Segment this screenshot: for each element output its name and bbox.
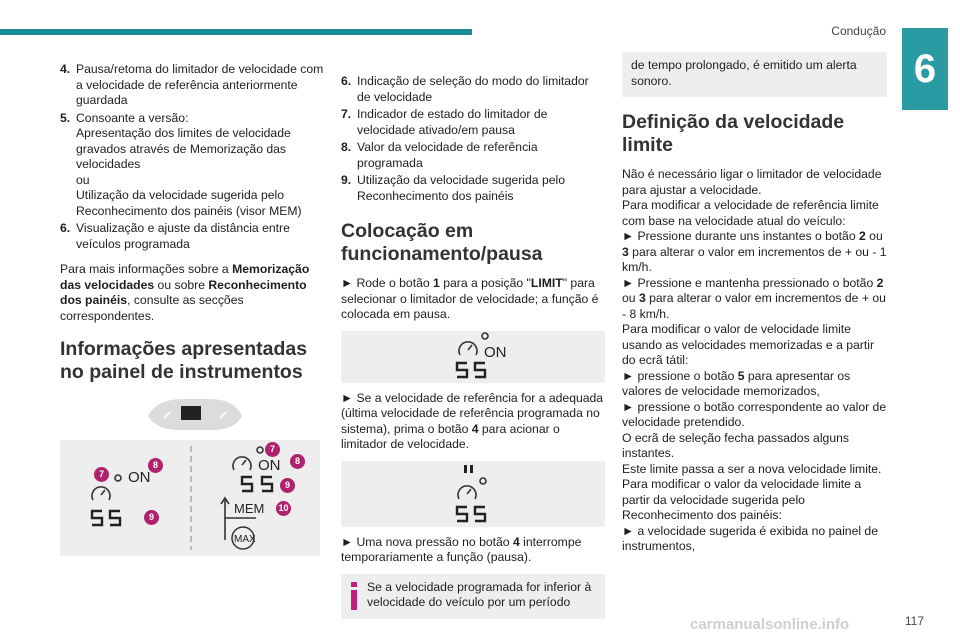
list-item: 5. Consoante a versão: Apresentação dos limites de velocidade gravados através de Memorização das velocidades ou Utilização da velocidade sugerida pelo Reconhecimento dos painéis (visor MEM) <box>60 110 302 218</box>
on-label: ON <box>484 343 507 361</box>
instruction-paragraph: ► Rode o botão 1 para a posição "LIMIT" para selecionar o limitador de velocidade; a função é colocada em pausa. <box>341 276 599 321</box>
speed-value-digits <box>457 507 485 521</box>
body-line: Para modificar o valor de velocidade limite usando as velocidades memorizadas e a partir do ecrã tátil: <box>622 322 875 367</box>
on-label: ON <box>128 469 151 486</box>
callout-badge: 9 <box>280 478 295 493</box>
active-limiter-figure <box>341 461 605 527</box>
callout-badge: 8 <box>290 454 305 469</box>
callout-badge: 8 <box>148 458 163 473</box>
mem-label: MEM <box>234 501 265 516</box>
body-line: Este limite passa a ser a nova velocidade limite. <box>622 461 882 476</box>
callout-badge: 7 <box>94 467 109 482</box>
bullet-line: ► pressione o botão correspondente ao valor de velocidade pretendido. <box>622 399 887 429</box>
body-line: O ecrã de seleção fecha passados alguns instantes. <box>622 430 849 460</box>
section-heading: Colocação em funcionamento/pausa <box>341 220 543 265</box>
paused-limiter-figure <box>341 331 605 383</box>
speedometer-icon <box>458 478 486 499</box>
instruction-paragraph: ► Uma nova pressão no botão 4 interrompe temporariamente a função (pausa). <box>341 534 582 564</box>
list-item: 7. Indicador de estado do limitador de velocidade ativado/em pausa <box>341 107 548 137</box>
instruction-paragraph: ► Se a velocidade de referência for a adequada (última velocidade de referência programada no sistema), prima o botão 4 para acionar o limitador de velocidade. <box>341 390 604 451</box>
info-paragraph: Para mais informações sobre a Memorização das velocidades ou sobre Reconhecimento dos painéis, consulte as secções correspondentes. <box>60 262 310 323</box>
bullet-line: ► Pressione durante uns instantes o botão 2 ou 3 para alterar o valor em incrementos de + ou - 1 km/h. <box>622 229 887 274</box>
callout-badge: 10 <box>276 501 291 516</box>
speed-value-digits <box>242 477 272 491</box>
pause-icon <box>464 465 473 473</box>
section-heading: Informações apresentadas no painel de instrumentos <box>60 338 308 383</box>
list-item: 6. Indicação de seleção do modo do limitador de velocidade <box>341 74 589 104</box>
section-heading: Definição da velocidade limite <box>622 111 845 156</box>
watermark: carmanualsonline.info <box>690 616 850 633</box>
max-label: MAX <box>234 534 256 545</box>
steering-wheel-control-icon <box>60 394 325 434</box>
column-1 <box>60 62 325 556</box>
on-label: ON <box>258 457 281 474</box>
speed-value-digits <box>457 363 485 377</box>
column-2 <box>341 74 605 619</box>
callout-badge: 9 <box>144 510 159 525</box>
list-item: 4. Pausa/retoma do limitador de velocidade com a velocidade de referência anteriormente guardada <box>60 62 324 107</box>
page-number: 117 <box>904 614 924 628</box>
bullet-line: ► a velocidade sugerida é exibida no painel de instrumentos, <box>622 523 878 553</box>
speed-value-digits <box>92 511 120 525</box>
body-line: Não é necessário ligar o limitador de velocidade para ajustar a velocidade. <box>622 167 882 197</box>
body-line: Para modificar a velocidade de referência limite com base na velocidade atual do veículo: <box>622 198 879 228</box>
column-3 <box>622 52 887 555</box>
section-title: Condução <box>831 24 886 38</box>
chapter-number: 6 <box>902 28 948 110</box>
body-line: Para modificar o valor da velocidade limite a partir da velocidade sugerida pelo Reconhecimento dos painéis: <box>622 477 862 522</box>
info-note-continued: de tempo prolongado, é emitido um alerta sonoro. <box>622 52 887 97</box>
list-item: 9. Utilização da velocidade sugerida pelo Reconhecimento dos painéis <box>341 173 565 203</box>
list-item: 6. Visualização e ajuste da distância entre veículos programada <box>60 221 290 251</box>
info-note: Se a velocidade programada for inferior à velocidade do veículo por um período <box>341 574 605 619</box>
bullet-line: ► pressione o botão 5 para apresentar os valores de velocidade memorizados, <box>622 368 851 398</box>
cluster-display-figure <box>60 440 320 556</box>
callout-badge: 7 <box>265 442 280 457</box>
list-item: 8. Valor da velocidade de referência programada <box>341 140 538 170</box>
bullet-line: ► Pressione e mantenha pressionado o botão 2 ou 3 para alterar o valor em incrementos de + ou - 8 km/h. <box>622 275 886 321</box>
top-accent-bar <box>0 29 472 35</box>
info-icon <box>341 580 367 611</box>
